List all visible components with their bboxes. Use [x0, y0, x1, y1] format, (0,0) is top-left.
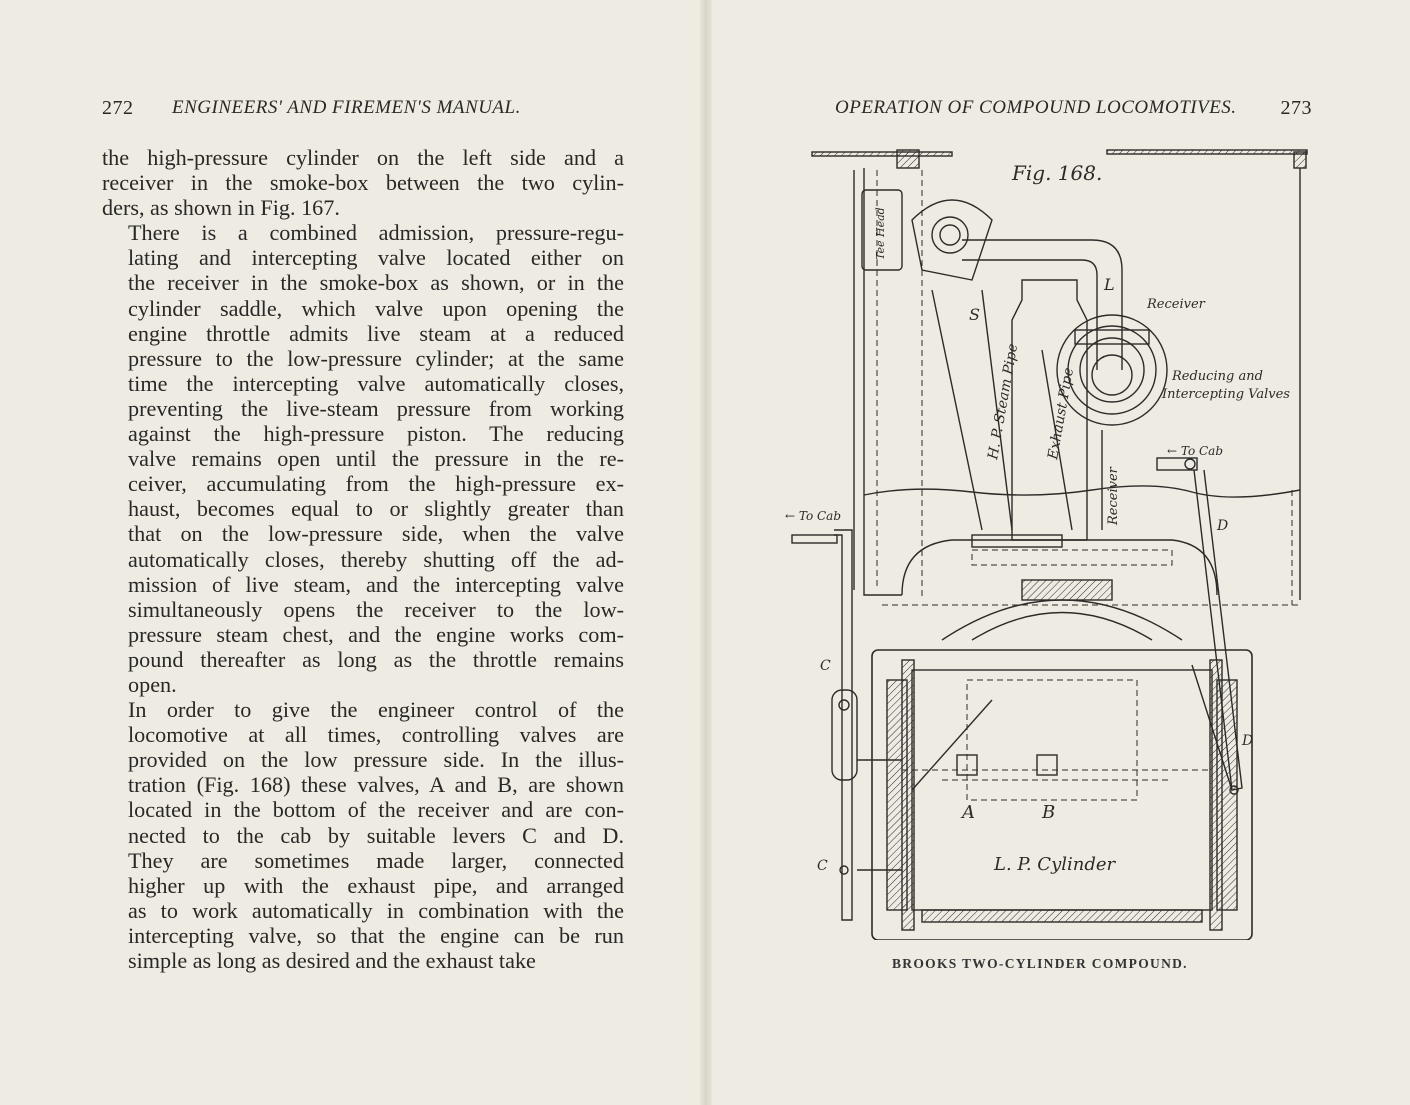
text-line: They are sometimes made larger, connected: [128, 847, 624, 873]
svg-text:C: C: [817, 858, 828, 874]
text-line: locomotive at all times, controlling valves are: [128, 722, 624, 748]
text-line: nected to the cab by suitable levers C and D.: [128, 822, 624, 848]
svg-text:D: D: [1242, 733, 1254, 749]
svg-text:A: A: [962, 802, 975, 823]
text-line: receiver in the smoke-box between the two cylin-: [102, 170, 624, 196]
text-line: automatically closes, thereby shutting off the ad-: [128, 546, 624, 572]
svg-text:Exhaust Pipe: Exhaust Pipe: [1045, 366, 1078, 461]
text-line: that on the low-pressure side, when the valve: [128, 521, 624, 547]
text-line: lating and intercepting valve located either on: [128, 245, 624, 271]
text-line: tration (Fig. 168) these valves, A and B, are shown: [128, 772, 624, 798]
figure-number-label: Fig. 168.: [1012, 161, 1103, 185]
text-line: cylinder saddle, which valve upon opening the: [128, 295, 624, 321]
text-line: valve remains open until the pressure in the re-: [128, 446, 624, 472]
text-line: against the high-pressure piston. The reducing: [128, 421, 624, 447]
svg-text:L. P. Cylinder: L. P. Cylinder: [994, 854, 1116, 875]
left-page: [0, 0, 700, 1105]
svg-text:S: S: [969, 305, 980, 324]
text-line: time the intercepting valve automatically closes,: [128, 370, 624, 396]
running-head-title: OPERATION OF COMPOUND LOCOMOTIVES.: [835, 97, 1237, 118]
text-line: engine throttle admits live steam at a reduced: [128, 320, 624, 346]
svg-text:D: D: [1217, 518, 1229, 534]
svg-text:Receiver: Receiver: [1106, 467, 1121, 525]
svg-text:L: L: [1104, 275, 1115, 294]
text-line: the receiver in the smoke-box as shown, or in the: [128, 270, 624, 296]
body-text: [102, 145, 624, 973]
text-line: open.: [128, 671, 177, 697]
paragraph: [102, 145, 624, 220]
book-gutter: [700, 0, 712, 1105]
paragraph: [102, 220, 624, 697]
text-line: haust, becomes equal to or slightly greater than: [128, 496, 624, 522]
svg-text:H. P. Steam Pipe: H. P. Steam Pipe: [985, 342, 1022, 461]
svg-text:Receiver: Receiver: [1147, 297, 1205, 312]
paragraph: [102, 697, 624, 973]
text-line: simple as long as desired and the exhaust take: [128, 948, 536, 973]
svg-text:B: B: [1042, 802, 1056, 823]
svg-text:← To Cab: ← To Cab: [785, 509, 841, 523]
svg-text:← To Cab: ← To Cab: [1167, 444, 1223, 458]
text-line: In order to give the engineer control of the: [128, 697, 624, 723]
text-line: located in the bottom of the receiver and are con-: [128, 797, 624, 823]
text-line: pressure steam chest, and the engine works com-: [128, 621, 624, 647]
text-line: ceiver, accumulating from the high-pressure ex-: [128, 471, 624, 497]
text-line: preventing the live-steam pressure from working: [128, 395, 624, 421]
svg-text:Tee Head: Tee Head: [874, 207, 887, 260]
text-line: intercepting valve, so that the engine can be run: [128, 922, 624, 948]
text-line: simultaneously opens the receiver to the low-: [128, 596, 624, 622]
text-line: ders, as shown in Fig. 167.: [102, 195, 340, 221]
text-line: the high-pressure cylinder on the left side and a: [102, 145, 624, 170]
text-line: as to work automatically in combination with the: [128, 897, 624, 923]
figure-168-diagram: [772, 140, 1332, 940]
svg-text:Reducing and: Reducing and: [1172, 369, 1263, 384]
text-line: mission of live steam, and the intercepting valve: [128, 571, 624, 597]
page-number: 272: [102, 97, 134, 119]
text-line: higher up with the exhaust pipe, and arranged: [128, 872, 624, 898]
running-head-title: ENGINEERS' AND FIREMEN'S MANUAL.: [172, 97, 521, 118]
right-page: [712, 0, 1410, 1105]
text-line: pound thereafter as long as the throttle remains: [128, 646, 624, 672]
svg-text:C: C: [820, 658, 831, 674]
page-number: 273: [1280, 97, 1312, 119]
figure-caption: BROOKS TWO-CYLINDER COMPOUND.: [892, 956, 1188, 971]
text-line: provided on the low pressure side. In the illus-: [128, 747, 624, 773]
text-line: pressure to the low-pressure cylinder; at the same: [128, 345, 624, 371]
svg-text:Intercepting Valves: Intercepting Valves: [1162, 387, 1290, 402]
text-line: There is a combined admission, pressure-regu-: [128, 220, 624, 246]
